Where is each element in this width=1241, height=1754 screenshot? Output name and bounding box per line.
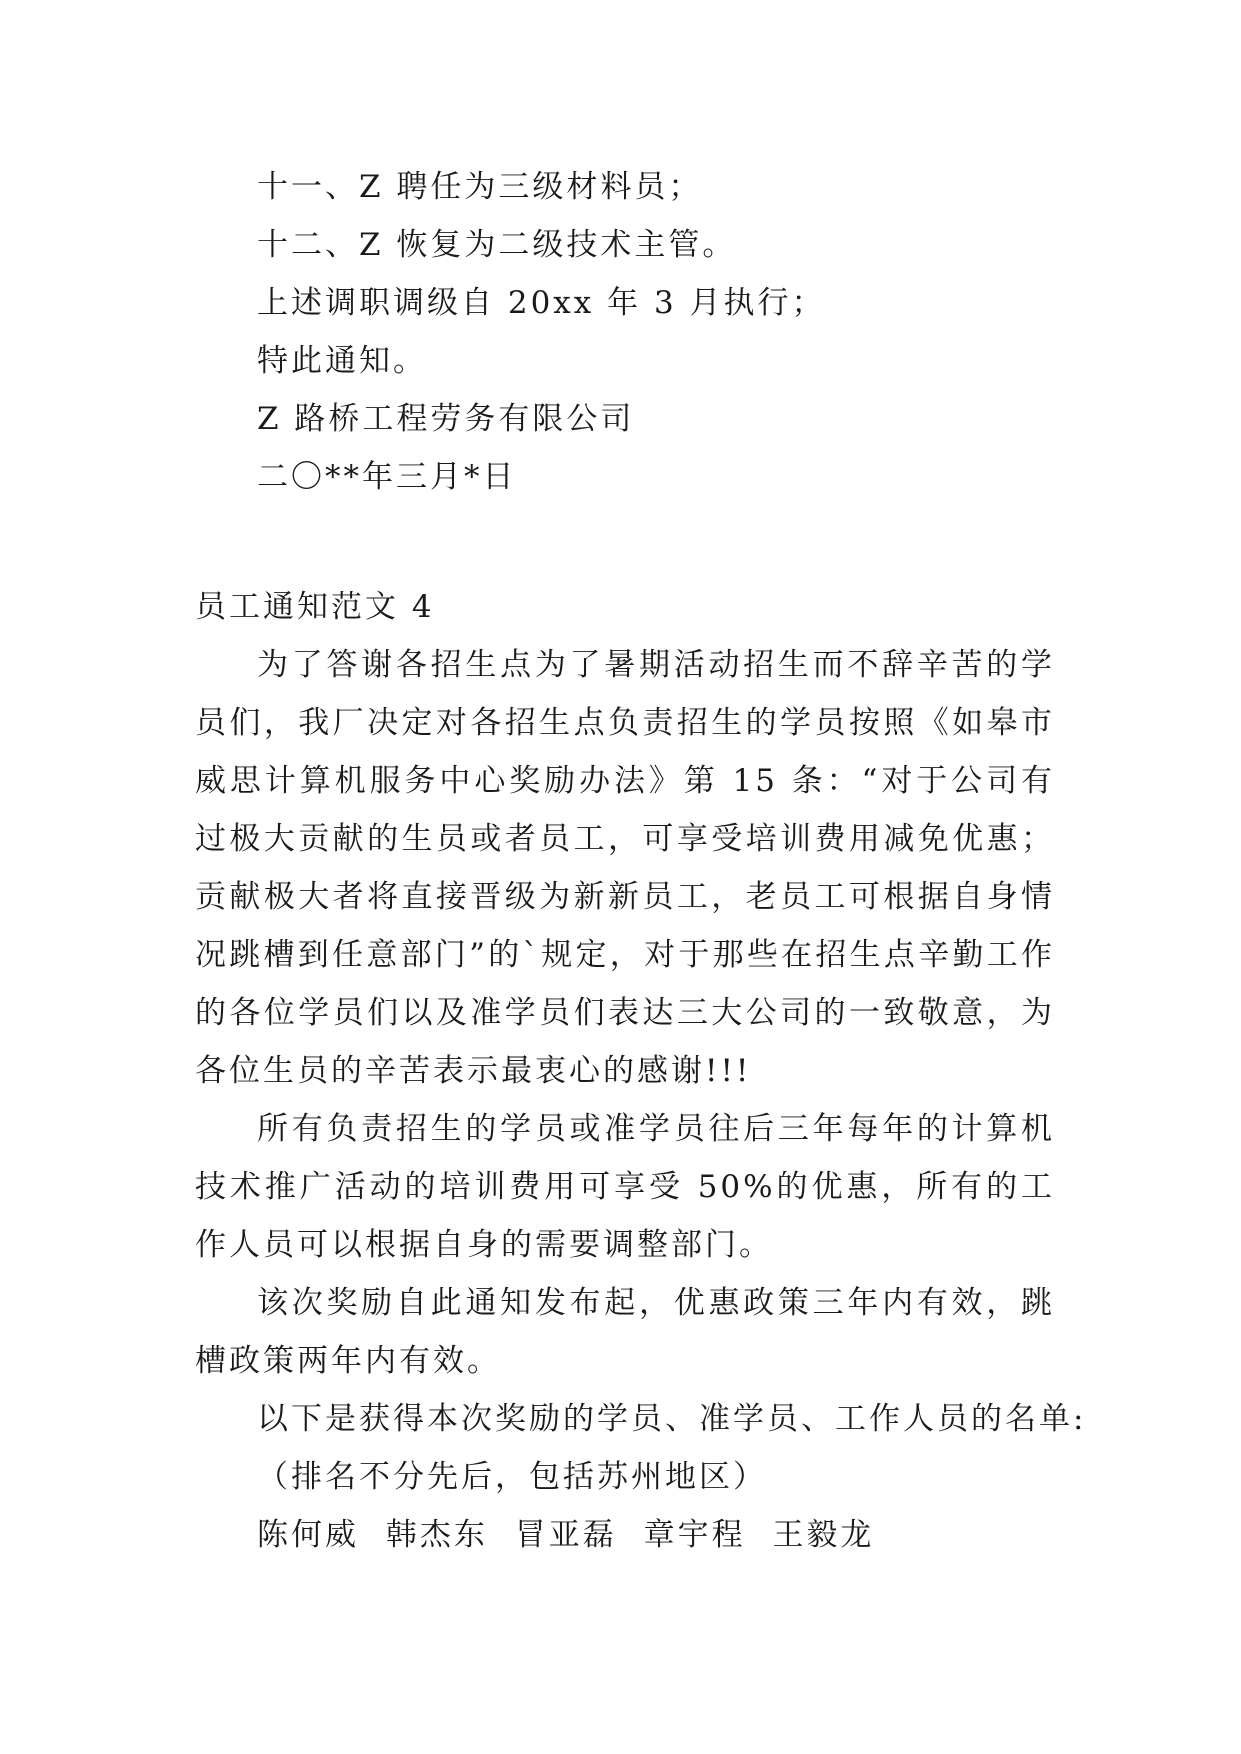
list-item: 韩杰东 [385,1517,488,1553]
section-heading: 员工通知范文 4 [195,589,435,625]
list-item: 冒亚磊 [514,1517,617,1553]
section-4 [195,578,1087,1564]
notice-date: 二〇**年三月*日 [257,459,517,495]
list-note: （排名不分先后，包括苏州地区） [257,1459,767,1495]
list-intro: 以下是获得本次奖励的学员、准学员、工作人员的名单: [257,1401,1087,1437]
paragraph-2: 所有负责招生的学员或准学员往后三年每年的计算机技术推广活动的培训费用可享受 50%的优惠，所有的工作人员可以根据自身的需要调整部门。 [195,1111,1055,1263]
paragraph-3: 该次奖励自此通知发布起，优惠政策三年内有效，跳槽政策两年内有效。 [195,1285,1055,1379]
list-item: 王毅龙 [772,1517,875,1553]
paragraph-1: 为了答谢各招生点为了暑期活动招生而不辞辛苦的学员们，我厂决定对各招生点负责招生的学员按照《如皋市威思计算机服务中心奖励办法》第 15 条：“对于公司有过极大贡献的生员或者员工，可享受培训费用减免优惠；贡献极大者将直接晋级为新新员工，老员工可根据自身情况跳槽到任意部门”的`规定，对于那些在招生点辛勤工作的各位学员们以及准学员们表达三大公司的一致敬意，为各位生员的辛苦表示最衷心的感谢!!! [195,647,1055,1089]
item-eleven: 十一、Z 聘任为三级材料员； [257,169,703,205]
list-item: 章宇程 [643,1517,746,1553]
notice-closing: 特此通知。 [257,343,427,379]
company-name: Z 路桥工程劳务有限公司 [257,401,635,437]
item-twelve: 十二、Z 恢复为二级技术主管。 [257,227,737,263]
execution-note: 上述调职调级自 20xx 年 3 月执行； [257,285,826,321]
list-item: 陈何威 [257,1517,359,1553]
top-section [195,158,1055,506]
name-list [195,1506,1055,1564]
